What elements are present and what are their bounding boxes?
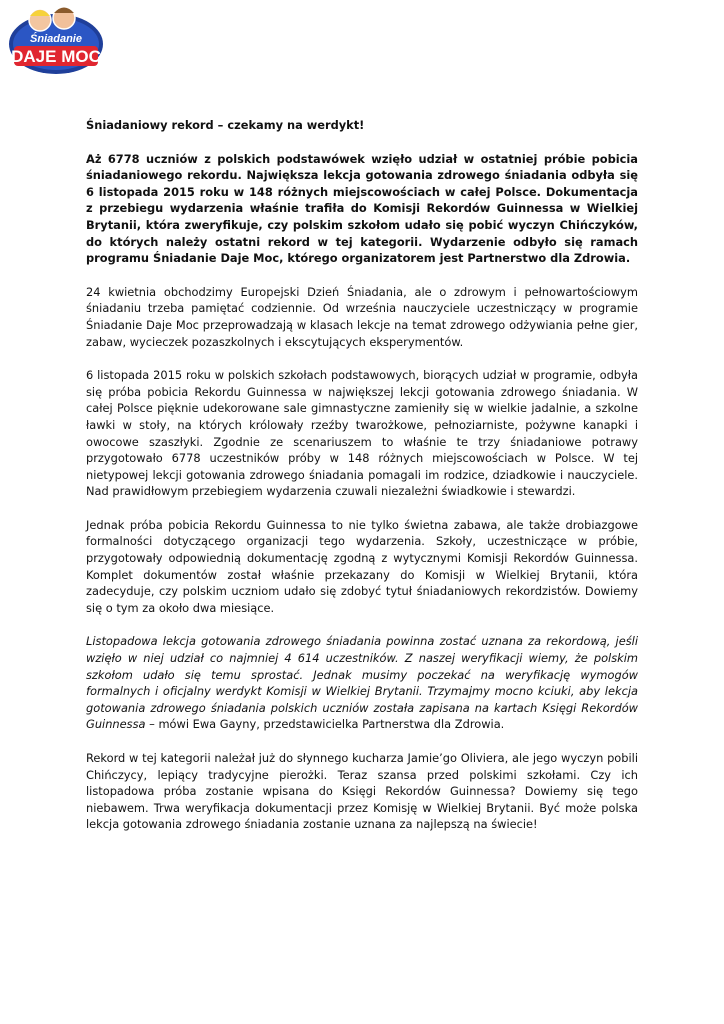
- quote-text: Listopadowa lekcja gotowania zdrowego śniadania powinna zostać uznana za rekordową, jeśli wzięło w niej udział co najmniej 4 614 uczestników. Z naszej weryfikacji wiemy, że polskim szkołom udało się temu sprostać. Jednak musimy poczekać na weryfikację wymogów formalnych i oficjalny werdykt Komisji w Wielkiej Brytanii. Trzymajmy mocno kciuki, aby lekcja gotowania zdrowego śniadania polskich uczniów została zapisana na kartach Księgi Rekordów Guinnessa: [86, 634, 638, 732]
- quote-paragraph: [86, 633, 638, 733]
- paragraph-2: 6 listopada 2015 roku w polskich szkołach podstawowych, biorących udział w programie, odbyła się próba pobicia Rekordu Guinnessa w największej lekcji gotowania zdrowego śniadania. W całej Polsce pięknie udekorowane sale gimnastyczne zamieniły się w wielkie jadalnie, a szkolne ławki w stoły, na których królowały rzeźby twarożkowe, pełnoziarniste, pożywne kanapki i owocowe szaszłyki. Zgodnie ze scenariuszem to właśnie te trzy śniadaniowe potrawy przygotowało 6778 uczestników próby w 148 różnych miejscowościach w Polsce. W tej nietypowej lekcji gotowania zdrowego śniadania pomagali im rodzice, dziadkowie i nauczyciele. Nad prawidłowym przebiegiem wydarzenia czuwali niezależni świadkowie i stewardzi.: [86, 368, 638, 499]
- document-body: [86, 117, 638, 850]
- logo-child-hair-right: [54, 8, 74, 14]
- sniadanie-daje-moc-logo: [6, 4, 106, 76]
- closing-paragraph: Rekord w tej kategorii należał już do słynnego kucharza Jamie’go Oliviera, ale jego wyczyn pobili Chińczycy, lepiący tradycyjne pierożki. Teraz szansa przed polskimi szkołami. Czy ich listopadowa próba zostanie wpisana do Księgi Rekordów Guinnessa? Dowiemy się tego niebawem. Trwa weryfikacja dokumentacji przez Komisję w Wielkiej Brytanii. Być może polska lekcja gotowania zdrowego śniadania zostanie uznana za najlepszą na świecie!: [86, 751, 638, 832]
- quote-attribution: – mówi Ewa Gayny, przedstawicielka Partnerstwa dla Zdrowia.: [145, 717, 505, 732]
- logo-text-daje-moc: DAJE MOC: [11, 47, 101, 66]
- paragraph-3: Jednak próba pobicia Rekordu Guinnessa to nie tylko świetna zabawa, ale także drobiazgowe formalności dotyczącego organizacji tego wydarzenia. Szkoły, uczestniczące w próbie, przygotowały odpowiednią dokumentację zgodną z wytycznymi Komisji Rekordów Guinnessa. Komplet dokumentów został właśnie przekazany do Komisji w Wielkiej Brytanii, która zadecyduje, czy polskim uczniom udało się zdobyć tytuł śniadaniowych rekordzistów. Dowiemy się o tym za około dwa miesiące.: [86, 517, 638, 615]
- paragraph-1: 24 kwietnia obchodzimy Europejski Dzień Śniadania, ale o zdrowym i pełnowartościowym śniadaniu trzeba pamiętać codziennie. Od września nauczyciele uczestniczący w programie Śniadanie Daje Moc przeprowadzają w klasach lekcje na temat zdrowego odżywiania pełne gier, zabaw, wycieczek pozaszkolnych i ekscytujących eksperymentów.: [86, 284, 638, 349]
- page-title: Śniadaniowy rekord – czekamy na werdykt!: [86, 118, 365, 132]
- logo-text-sniadanie: Śniadanie: [30, 33, 82, 45]
- lead-paragraph: Aż 6778 uczniów z polskich podstawówek wzięło udział w ostatniej próbie pobicia śniadaniowego rekordu. Największa lekcja gotowania zdrowego śniadania odbyła się 6 listopada 2015 roku w 148 różnych miejscowościach w całej Polsce. Dokumentacja z przebiegu wydarzenia właśnie trafiła do Komisji Rekordów Guinnessa w Wielkiej Brytanii, która zweryfikuje, czy polskim szkołom udało się pobić wyczyn Chińczyków, do których należy ostatni rekord w tej kategorii. Wydarzenie odbyło się ramach programu Śniadanie Daje Moc, którego organizatorem jest Partnerstwo dla Zdrowia.: [86, 151, 638, 266]
